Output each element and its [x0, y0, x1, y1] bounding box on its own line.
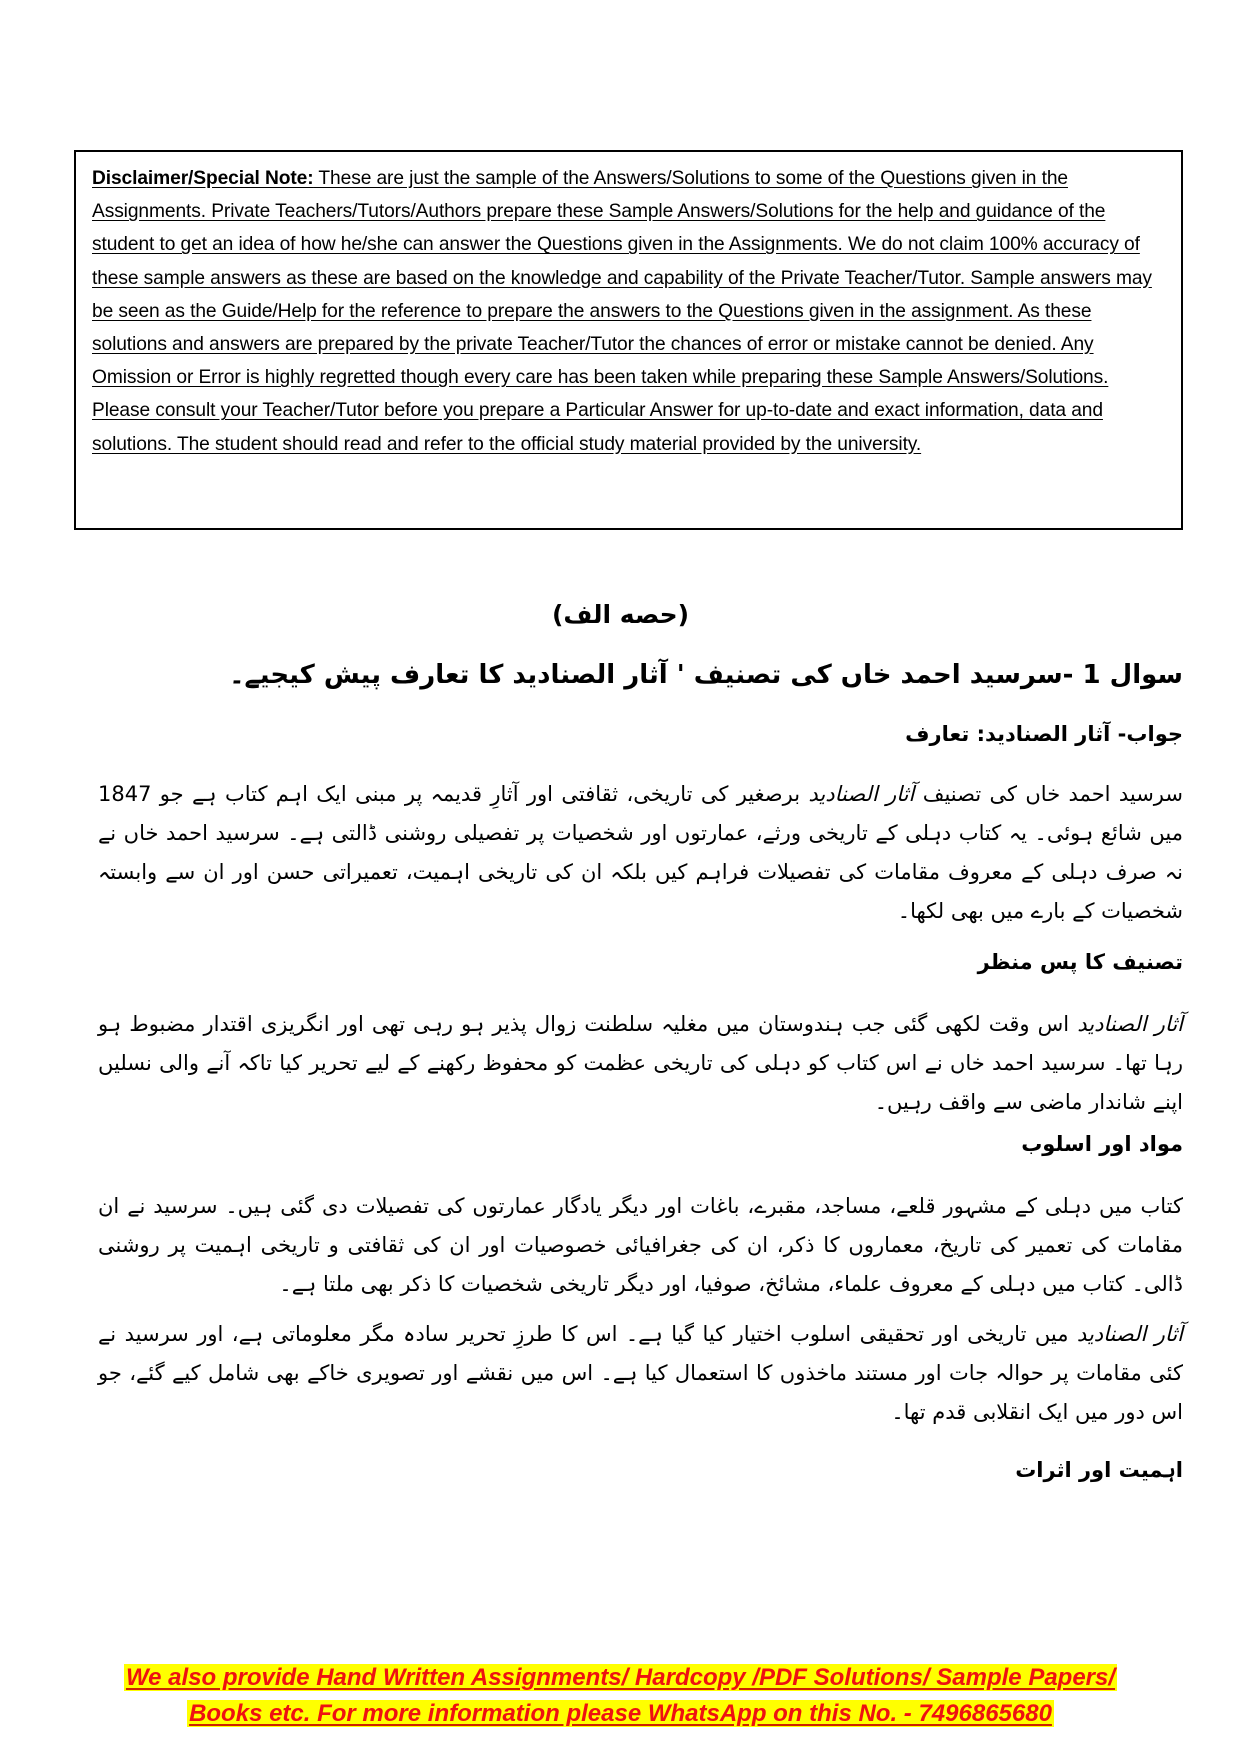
background-heading: تصنیف کا پس منظر: [977, 950, 1183, 974]
content2-text: میں تاریخی اور تحقیقی اسلوب اختیار کیا گیا ہے۔ اس کا طرزِ تحریر سادہ مگر معلوماتی ہے، اور سرسید نے کئی مقامات پر حوالہ جات اور مستند ماخذوں کا استعمال کیا ہے۔ اس میں نقشے اور تصویری خاکے بھی شامل کیے گئے، جو اس دور میں ایک انقلابی قدم تھا۔: [98, 1322, 1183, 1424]
disclaimer-text: [92, 162, 1165, 461]
book-title: آثار الصنادید: [1076, 1322, 1184, 1346]
content-paragraph-1: کتاب میں دہلی کے مشہور قلعے، مساجد، مقبرے، باغات اور دیگر یادگار عمارتوں کی تفصیلات دی گئی ہیں۔ سرسید نے ان مقامات کی تعمیر کی تاریخ، معماروں کا ذکر، ان کی جغرافیائی خصوصیات اور ان کی ثقافتی و تاریخی اہمیت پر روشنی ڈالی۔ کتاب میں دہلی کے معروف علماء، مشائخ، صوفیا، اور دیگر تاریخی شخصیات کا ذکر بھی ملتا ہے۔: [98, 1194, 1183, 1296]
book-title: آثار الصنادید: [808, 782, 915, 806]
content-heading: مواد اور اسلوب: [1021, 1132, 1183, 1156]
section-title: (حصه الف): [551, 600, 690, 629]
impact-heading: اہمیت اور اثرات: [1015, 1458, 1183, 1482]
answer-heading: جواب- آثار الصنادید: تعارف: [905, 722, 1183, 746]
book-title: آثار الصنادید: [1077, 1012, 1183, 1036]
content-paragraph-2: [98, 1315, 1183, 1432]
disclaimer-body: These are just the sample of the Answers/Solutions to some of the Questions given in the Assignments. Private Teachers/Tutors/Authors prepare these Sample Answers/Solutions for the help and guidance of the student to get an idea of how he/she can answer the Questions given in the Assignments. We do not claim 100% accuracy of these sample answers as these are based on the knowledge and capability of the Private Teacher/Tutor. Sample answers may be seen as the Guide/Help for the reference to prepare the answers to the Questions given in the assignment. As these solutions and answers are prepared by the private Teacher/Tutor the chances of error or mistake cannot be denied. Any Omission or Error is highly regretted though every care has been taken while preparing these Sample Answers/Solutions. Please consult your Teacher/Tutor before you prepare a Particular Answer for up-to-date and exact information, data and solutions. The student should read and refer to the official study material provided by the university.: [92, 168, 1152, 455]
intro-text-rest: برصغیر کی تاریخی، ثقافتی اور آثارِ قدیمہ پر مبنی ایک اہم کتاب ہے جو 1847 میں شائع ہوئی۔ یہ کتاب دہلی کے تاریخی ورثے، عمارتوں اور شخصیات پر تفصیلی روشنی ڈالتی ہے۔ سرسید احمد خاں نے نہ صرف دہلی کے معروف مقامات کی تفصیلات فراہم کیں بلکہ ان کی تاریخی اہمیت، تعمیراتی حسن اور ان سے وابستہ شخصیات کے بارے میں بھی لکھا۔: [98, 782, 1183, 923]
footer-line-2: Books etc. For more information please WhatsApp on this No. - 7496865680: [189, 1700, 1052, 1727]
background-paragraph: [98, 1005, 1183, 1122]
footer-promo: [0, 1660, 1241, 1732]
disclaimer-label: Disclaimer/Special Note:: [92, 168, 314, 189]
intro-paragraph: [98, 775, 1183, 931]
intro-text-start: سرسید احمد خاں کی تصنیف: [914, 782, 1183, 806]
background-text: اس وقت لکھی گئی جب ہندوستان میں مغلیہ سلطنت زوال پذیر ہو رہی تھی اور انگریزی اقتدار مضبوط ہو رہا تھا۔ سرسید احمد خاں نے اس کتاب کو دہلی کی تاریخی عظمت کو محفوظ رکھنے کے لیے تحریر کیا تاکہ آنے والی نسلیں اپنے شاندار ماضی سے واقف رہیں۔: [98, 1012, 1183, 1114]
disclaimer-box: [74, 150, 1183, 530]
question-heading: سوال 1 -سرسید احمد خاں کی تصنیف ' آثار الصنادید کا تعارف پیش کیجیے۔: [229, 660, 1183, 690]
footer-line-1: We also provide Hand Written Assignments/ Hardcopy /PDF Solutions/ Sample Papers/: [125, 1664, 1116, 1691]
